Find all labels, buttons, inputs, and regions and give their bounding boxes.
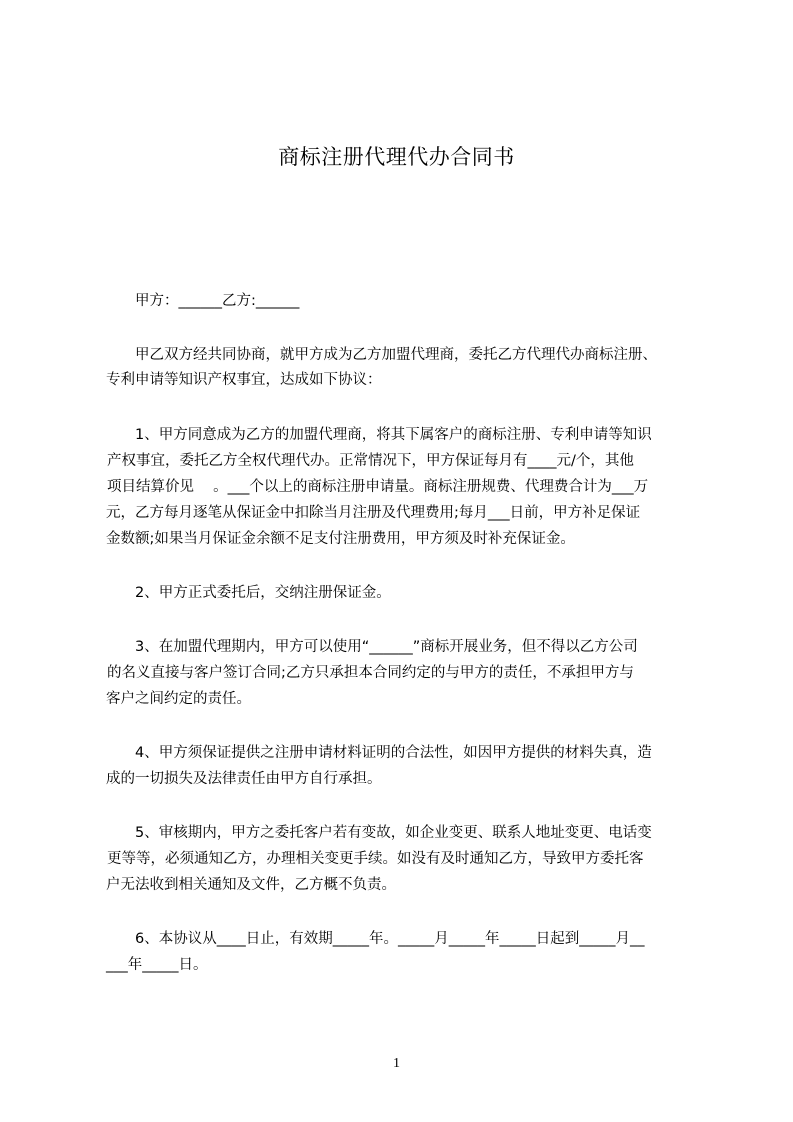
paragraph-line: 元，乙方每月逐笔从保证金中扣除当月注册及代理费用;每月___日前，甲方补足保证 bbox=[106, 505, 641, 521]
paragraph-line: 客户之间约定的责任。 bbox=[106, 691, 251, 707]
paragraph-line: 甲乙双方经共同协商，就甲方成为乙方加盟代理商，委托乙方代理代办商标注册、 bbox=[135, 347, 657, 363]
paragraph-line: 2、甲方正式委托后，交纳注册保证金。 bbox=[135, 585, 391, 601]
paragraph-line: 项目结算价见 。___个以上的商标注册申请量。商标注册规费、代理费合计为___万 bbox=[107, 479, 649, 495]
paragraph-line: 4、甲方须保证提供之注册申请材料证明的合法性，如因甲方提供的材料失真，造 bbox=[135, 745, 652, 761]
paragraph-line: 6、本协议从____日止，有效期_____年。_____月_____年_____日起到_____月__ bbox=[135, 931, 645, 947]
page-number: 1 bbox=[393, 1056, 400, 1071]
document-title: 商标注册代理代办合同书 bbox=[278, 145, 515, 169]
paragraph-line: 1、甲方同意成为乙方的加盟代理商，将其下属客户的商标注册、专利申请等知识 bbox=[135, 427, 652, 443]
paragraph-line: 更等等，必须通知乙方，办理相关变更手续。如没有及时通知乙方，导致甲方委托客 bbox=[107, 851, 644, 867]
paragraph-line: 户无法收到相关通知及文件，乙方概不负责。 bbox=[106, 877, 396, 893]
paragraph-line: 产权事宜，委托乙方全权代理代办。正常情况下，甲方保证每月有____元/个，其他 bbox=[107, 453, 634, 469]
paragraph-line: 专利申请等知识产权事宜，达成如下协议： bbox=[106, 372, 382, 388]
paragraph-line: 3、在加盟代理期内，甲方可以使用“______”商标开展业务，但不得以乙方公司 bbox=[135, 639, 638, 655]
paragraph-line: 成的一切损失及法律责任由甲方自行承担。 bbox=[106, 771, 382, 787]
paragraph-line: 金数额;如果当月保证金余额不足支付注册费用，甲方须及时补充保证金。 bbox=[106, 531, 575, 547]
paragraph-line: 的名义直接与客户签订合同;乙方只承担本合同约定的与甲方的责任，不承担甲方与 bbox=[107, 665, 634, 681]
parties-line: 甲方：______乙方:______ bbox=[135, 293, 300, 309]
paragraph-line: 5、审核期内，甲方之委托客户若有变故，如企业变更、联系人地址变更、电话变 bbox=[135, 825, 652, 841]
paragraph-line: ___年_____日。 bbox=[106, 957, 208, 973]
